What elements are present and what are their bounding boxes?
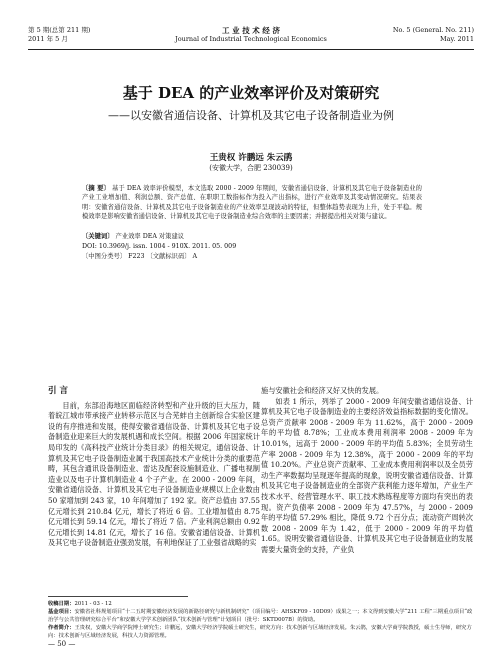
abstract	[82, 184, 422, 222]
paper-title: 基于 DEA 的产业效率评价及对策研究	[122, 84, 380, 102]
affiliation: (安徽大学，合肥 230039)	[209, 164, 293, 172]
footnote-rule	[48, 596, 188, 597]
left-column	[48, 386, 260, 549]
author-note-label: 作者简介：	[48, 625, 75, 631]
received-date: 2011 - 03 - 12	[74, 601, 112, 607]
fund-text: 安徽省社科规划项目“十二五时期安徽经济发展的新路径研究与新机制研究”（项目编号：AHSKF09 - 10D09）成果之一；本文得到安徽大学“211 工程”三期重点项目“政治学与公共管理研究综合平台”和安徽大学学术创新团队“技术创新与管理”计划项目（批号：SKTD007B）的资助。	[48, 609, 473, 623]
fund-note	[48, 608, 474, 624]
issue-date-en: May. 2011	[439, 35, 474, 43]
intro-paragraph: 目前，东部沿海地区面临经济转型和产业升级的巨大压力，随着皖江城市带承接产业转移示范区与合芜蚌自主创新综合实验区建设的有序推进和发展，使得安徽省通信设备、计算机及其它电子设备制造业迎来巨大的发展机遇和成长空间。根据 2006 年国家统计局印发的《高科技产业统计分类目录》的相关规定，通信设备、计算机及其它电子设备制造业属于我国高技术产业统计分类的重要范畴，其包含通讯设备制造业、雷达及配套设施制造业、广播电视制造业以及电子计算机制造业 4 个子产业。在 2000 - 2009 年间，安徽省通信设备、计算机及其它电子设备制造业规模以上企业数由 50 家增加到 243 家，10 年间增加了 192 家。资产总值由 37.55 亿元增长到 210.84 亿元，增长了将近 6 倍。工业增加值由 8.75 亿元增长到 59.14 亿元，增长了将近 7 倍。产业利润总额由 0.92 亿元增长到 14.81 亿元，增长了 16 倍。安徽省通信设备、计算机及其它电子设备制造业强劲发展，有利地保证了工业强省战略的实	[48, 400, 260, 548]
footnotes	[48, 600, 474, 640]
abstract-text: 基于 DEA 效率评价模型，本文选取 2000 - 2009 年期间，安徽省通信设备、计算机及其它电子设备制造业的产业工业增加值、利润总额、资产总值、在职职工数指标作为投入产出指标，进行产业效率及其变动情况研究。结果表明：安徽省通信设备、计算机及其它电子设备制造业的产业效率呈现波动的特征，但整体趋势表现为上升，处于平稳。规模效率是影响安徽省通信设备、计算机及其它电子设备制造业综合效率的主要因素；并据提出相关对策与建议。	[82, 185, 422, 221]
received-label: 收稿日期：	[48, 601, 75, 607]
issue-date: 2011 年 5 月	[28, 35, 68, 43]
issue-number-en: No. 5 (General. No. 211)	[392, 26, 474, 34]
received-date-note	[48, 600, 474, 608]
running-header	[28, 26, 474, 48]
paper-subtitle: ——以安徽省通信设备、计算机及其它电子设备制造业为例	[108, 109, 394, 122]
header-right	[393, 26, 474, 44]
header-rule	[28, 49, 474, 50]
author-note	[48, 624, 474, 640]
table-discussion-paragraph: 如表 1 所示，列举了 2000 - 2009 年间安徽省通信设备、计算机及其它电子设备制造业的主要经济效益指标数据的变化情况。总资产贡献率 2008 - 2009 年为 11.62%，高于 2000 - 2009 年的平均值 8.78%；工业成本费用利润率 2008 - 2009 年为 10.01%，远高于 2000 - 2009 年的平均值 5.83%；全员劳动生产率 2008 - 2009 年为 12.38%，高于 2000 - 2009 年的平均值 10.20%。产业总资产贡献率、工业成本费用利润率以及全员劳动生产率数据均呈现逐年提高的现象，说明安徽省通信设备、计算机及其它电子设备制造业的全部资产获利能力逐年增加，产业生产技术水平、经营管理水平、职工技术熟练程度等方面均有突出的表现。资产负债率 2008 - 2009 年为 47.57%，与 2000 - 2009 年的平均值 57.29% 相比，降低 9.72 个百分点；流动资产周转次数 2008 - 2009 年为 1.42，低于 2000 - 2009 年的平均值 1.65。说明安徽省通信设备、计算机及其它电子设备制造业的发展需要大量资金的支持，产业负	[261, 396, 473, 554]
right-column	[261, 386, 473, 556]
doi-line: DOI: 10.3969/j. issn. 1004 - 910X. 2011. 05. 009	[82, 243, 237, 250]
journal-title-cn: 工 业 技 术 经 济	[221, 26, 281, 35]
keywords-text: 产业效率 DEA 对策建议	[115, 233, 185, 240]
page-number: — 50 —	[48, 640, 76, 648]
intro-heading: 引 言	[48, 386, 68, 396]
abstract-label: 〔摘 要〕	[82, 185, 110, 192]
issue-number: 第 5 期(总第 211 期)	[28, 26, 91, 34]
journal-title-en: Journal of Industrial Technological Economics	[175, 35, 327, 43]
keywords-line	[82, 232, 184, 241]
keywords-label: 〔关键词〕	[82, 233, 114, 240]
continued-paragraph: 施与安徽社会和经济又好又快的发展。	[261, 386, 384, 395]
classification-line: 〔中图分类号〕 F223 〔文献标识码〕 A	[82, 253, 198, 260]
fund-label: 基金项目：	[48, 609, 75, 615]
author-note-text: 王贵权，安徽大学商学院博士研究生；许鹏远，安徽大学经济学院硕士研究生，研究方向：技术创新与区域经济发展。朱云鹃，安徽大学商学院教授，硕士生导师，研究方向：技术创新与区域经济发展，科技人力资源管理。	[48, 625, 472, 639]
author-list: 王贵权 许鹏远 朱云鹃	[209, 153, 293, 163]
